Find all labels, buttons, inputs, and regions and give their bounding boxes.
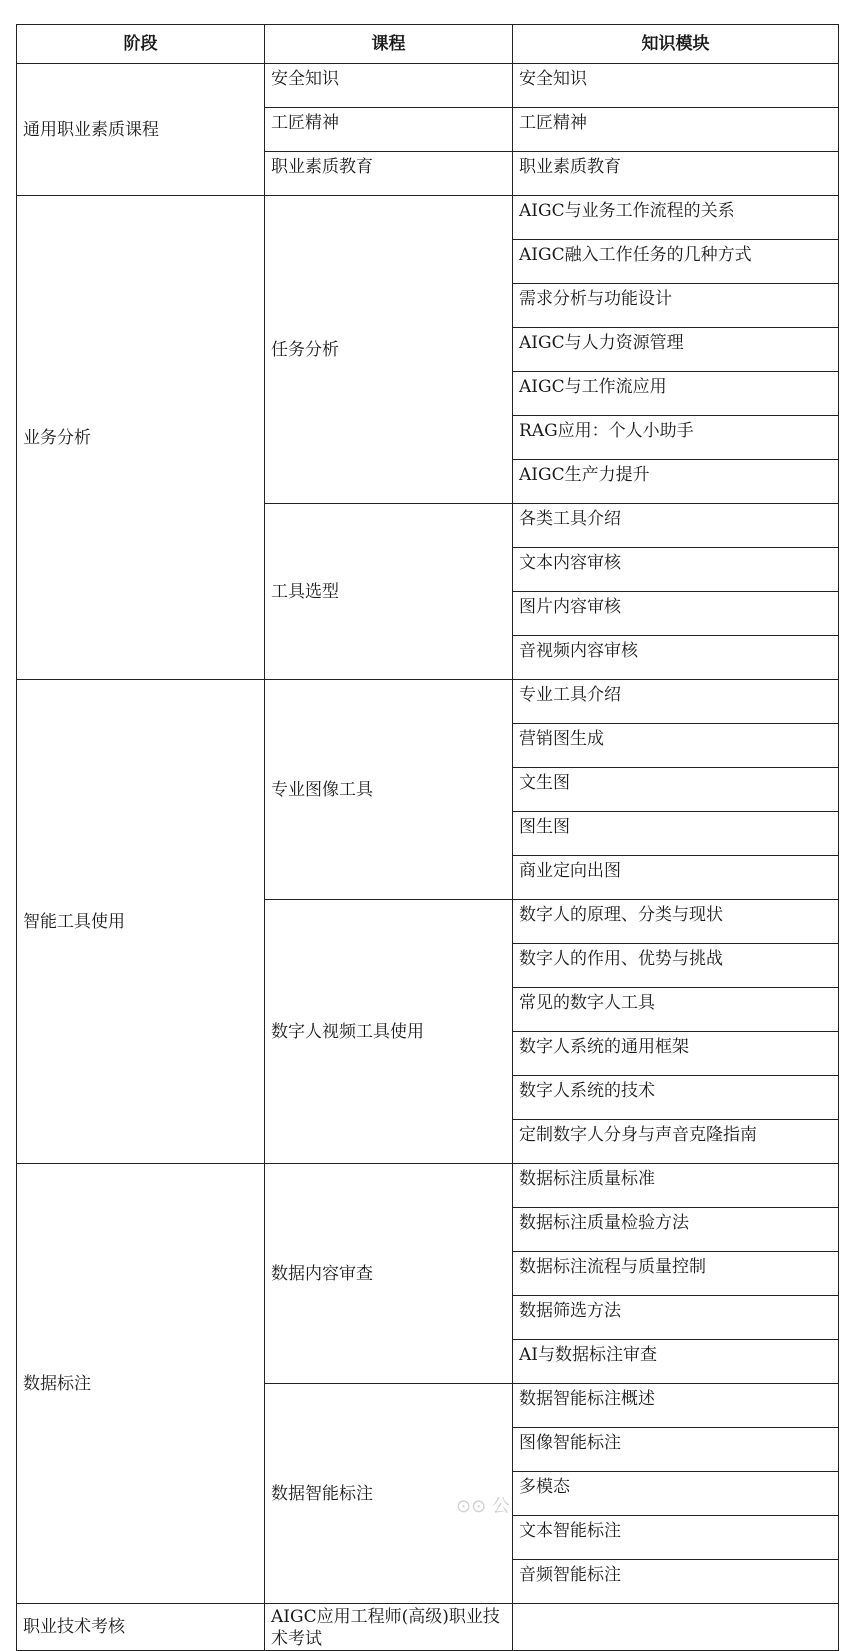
module-cell: AI与数据标注审查 [513, 1340, 839, 1384]
module-cell: 图像智能标注 [513, 1428, 839, 1472]
curriculum-table [16, 24, 839, 1651]
table-row [17, 680, 839, 724]
course-cell: 专业图像工具 [265, 680, 513, 900]
module-cell: AIGC与人力资源管理 [513, 328, 839, 372]
module-cell: 数字人的原理、分类与现状 [513, 900, 839, 944]
stage-cell: 通用职业素质课程 [17, 64, 265, 196]
module-cell: RAG应用：个人小助手 [513, 416, 839, 460]
stage-cell: 智能工具使用 [17, 680, 265, 1164]
module-cell [513, 1604, 839, 1651]
module-cell: 数字人系统的技术 [513, 1076, 839, 1120]
course-cell: 工匠精神 [265, 108, 513, 152]
header-course: 课程 [265, 25, 513, 64]
module-cell: 各类工具介绍 [513, 504, 839, 548]
module-cell: 数据筛选方法 [513, 1296, 839, 1340]
module-cell: 文本智能标注 [513, 1516, 839, 1560]
module-cell: 营销图生成 [513, 724, 839, 768]
module-cell: 数字人系统的通用框架 [513, 1032, 839, 1076]
module-cell: 定制数字人分身与声音克隆指南 [513, 1120, 839, 1164]
module-cell: AIGC与工作流应用 [513, 372, 839, 416]
module-cell: 数据标注质量检验方法 [513, 1208, 839, 1252]
module-cell: 专业工具介绍 [513, 680, 839, 724]
module-cell: 多模态 [513, 1472, 839, 1516]
module-cell: 图片内容审核 [513, 592, 839, 636]
course-cell: 安全知识 [265, 64, 513, 108]
table-body [17, 64, 839, 1651]
module-cell: 常见的数字人工具 [513, 988, 839, 1032]
course-cell: 数据内容审查 [265, 1164, 513, 1384]
course-cell: 任务分析 [265, 196, 513, 504]
table-row [17, 1164, 839, 1208]
stage-cell: 业务分析 [17, 196, 265, 680]
module-cell: 文生图 [513, 768, 839, 812]
module-cell: AIGC与业务工作流程的关系 [513, 196, 839, 240]
module-cell: 需求分析与功能设计 [513, 284, 839, 328]
table-row [17, 1604, 839, 1651]
stage-cell: 职业技术考核 [17, 1604, 265, 1651]
module-cell: 工匠精神 [513, 108, 839, 152]
module-cell: 数据标注质量标准 [513, 1164, 839, 1208]
table-row [17, 64, 839, 108]
module-cell: 音视频内容审核 [513, 636, 839, 680]
module-cell: 职业素质教育 [513, 152, 839, 196]
course-cell: 数据智能标注 [265, 1384, 513, 1604]
header-stage: 阶段 [17, 25, 265, 64]
module-cell: 文本内容审核 [513, 548, 839, 592]
module-cell: 商业定向出图 [513, 856, 839, 900]
module-cell: AIGC生产力提升 [513, 460, 839, 504]
module-cell: 图生图 [513, 812, 839, 856]
wechat-watermark-icon: ⊙⊙ 公 [456, 1496, 510, 1517]
module-cell: 数字人的作用、优势与挑战 [513, 944, 839, 988]
module-cell: 音频智能标注 [513, 1560, 839, 1604]
module-cell: 数据标注流程与质量控制 [513, 1252, 839, 1296]
stage-cell: 数据标注 [17, 1164, 265, 1604]
header-module: 知识模块 [513, 25, 839, 64]
module-cell: 安全知识 [513, 64, 839, 108]
course-cell: 数字人视频工具使用 [265, 900, 513, 1164]
header-row [17, 25, 839, 64]
module-cell: AIGC融入工作任务的几种方式 [513, 240, 839, 284]
module-cell: 数据智能标注概述 [513, 1384, 839, 1428]
course-cell: AIGC应用工程师(高级)职业技术考试 [265, 1604, 513, 1651]
course-cell: 工具选型 [265, 504, 513, 680]
course-cell: 职业素质教育 [265, 152, 513, 196]
table-row [17, 196, 839, 240]
